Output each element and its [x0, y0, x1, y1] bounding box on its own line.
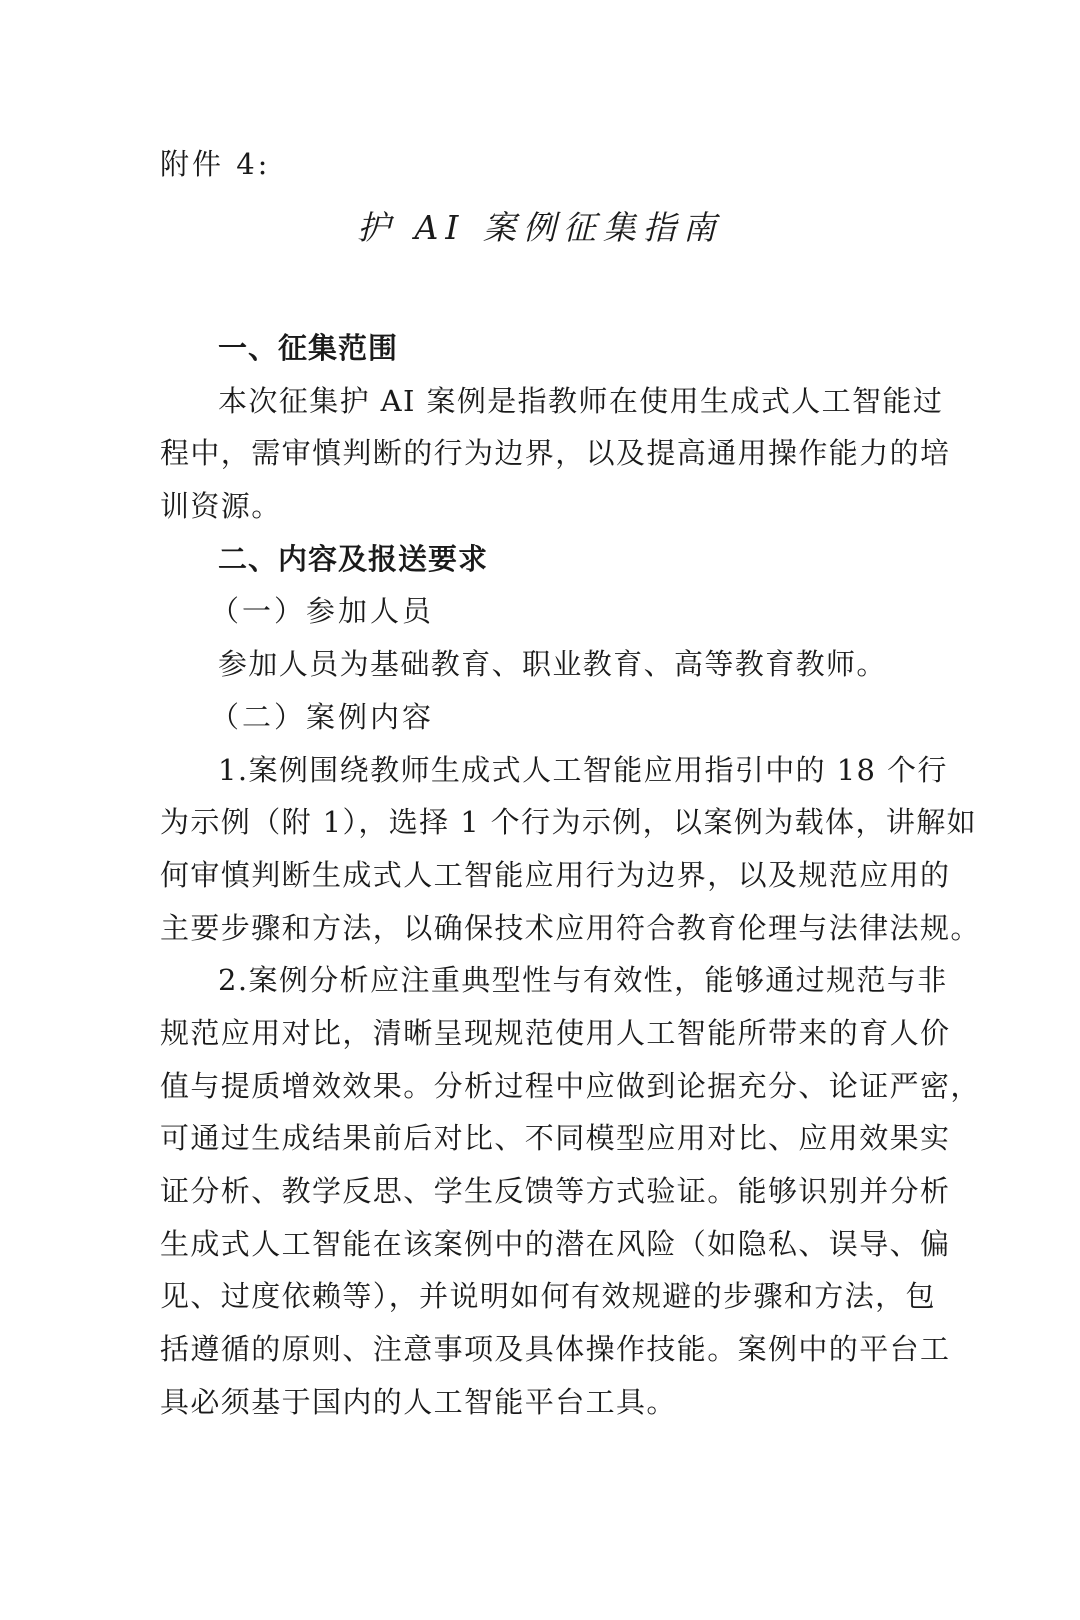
paragraph-line: 为示例（附 1），选择 1 个行为示例，以案例为载体，讲解如	[160, 805, 978, 840]
subsection-heading-case-content: （二）案例内容	[210, 699, 435, 734]
paragraph-line: 值与提质增效效果。分析过程中应做到论据充分、论证严密，	[160, 1068, 981, 1103]
section-heading-requirements: 二、内容及报送要求	[218, 541, 489, 576]
paragraph-line: 程中，需审慎判断的行为边界，以及提高通用操作能力的培	[160, 436, 951, 471]
paragraph-line: 证分析、教学反思、学生反馈等方式验证。能够识别并分析	[160, 1174, 951, 1208]
paragraph-line: 参加人员为基础教育、职业教育、高等教育教师。	[218, 647, 887, 682]
document-body	[160, 322, 981, 1428]
paragraph-line: 括遵循的原则、注意事项及具体操作技能。案例中的平台工	[160, 1332, 951, 1367]
paragraph-line: 2.案例分析应注重典型性与有效性，能够通过规范与非	[218, 963, 948, 998]
paragraph-line: 主要步骤和方法，以确保技术应用符合教育伦理与法律法规。	[160, 910, 981, 945]
paragraph-line: 见、过度依赖等），并说明如何有效规避的步骤和方法，包	[160, 1279, 936, 1314]
paragraph-line: 训资源。	[160, 489, 282, 524]
attachment-label: 附件 4:	[160, 147, 271, 181]
paragraph-line: 可通过生成结果前后对比、不同模型应用对比、应用效果实	[160, 1121, 951, 1156]
paragraph-line: 规范应用对比，清晰呈现规范使用人工智能所带来的育人价	[160, 1015, 951, 1050]
paragraph-line: 本次征集护 AI 案例是指教师在使用生成式人工智能过	[218, 383, 944, 418]
paragraph-line: 1.案例围绕教师生成式人工智能应用指引中的 18 个行	[218, 752, 948, 787]
subsection-heading-participants: （一）参加人员	[210, 594, 435, 629]
paragraph-line: 具必须基于国内的人工智能平台工具。	[160, 1384, 677, 1419]
section-heading-scope: 一、征集范围	[218, 331, 399, 365]
paragraph-line: 生成式人工智能在该案例中的潜在风险（如隐私、误导、偏	[160, 1226, 951, 1261]
document-title: 护 AI 案例征集指南	[357, 208, 723, 247]
paragraph-line: 何审慎判断生成式人工智能应用行为边界，以及规范应用的	[160, 857, 951, 892]
